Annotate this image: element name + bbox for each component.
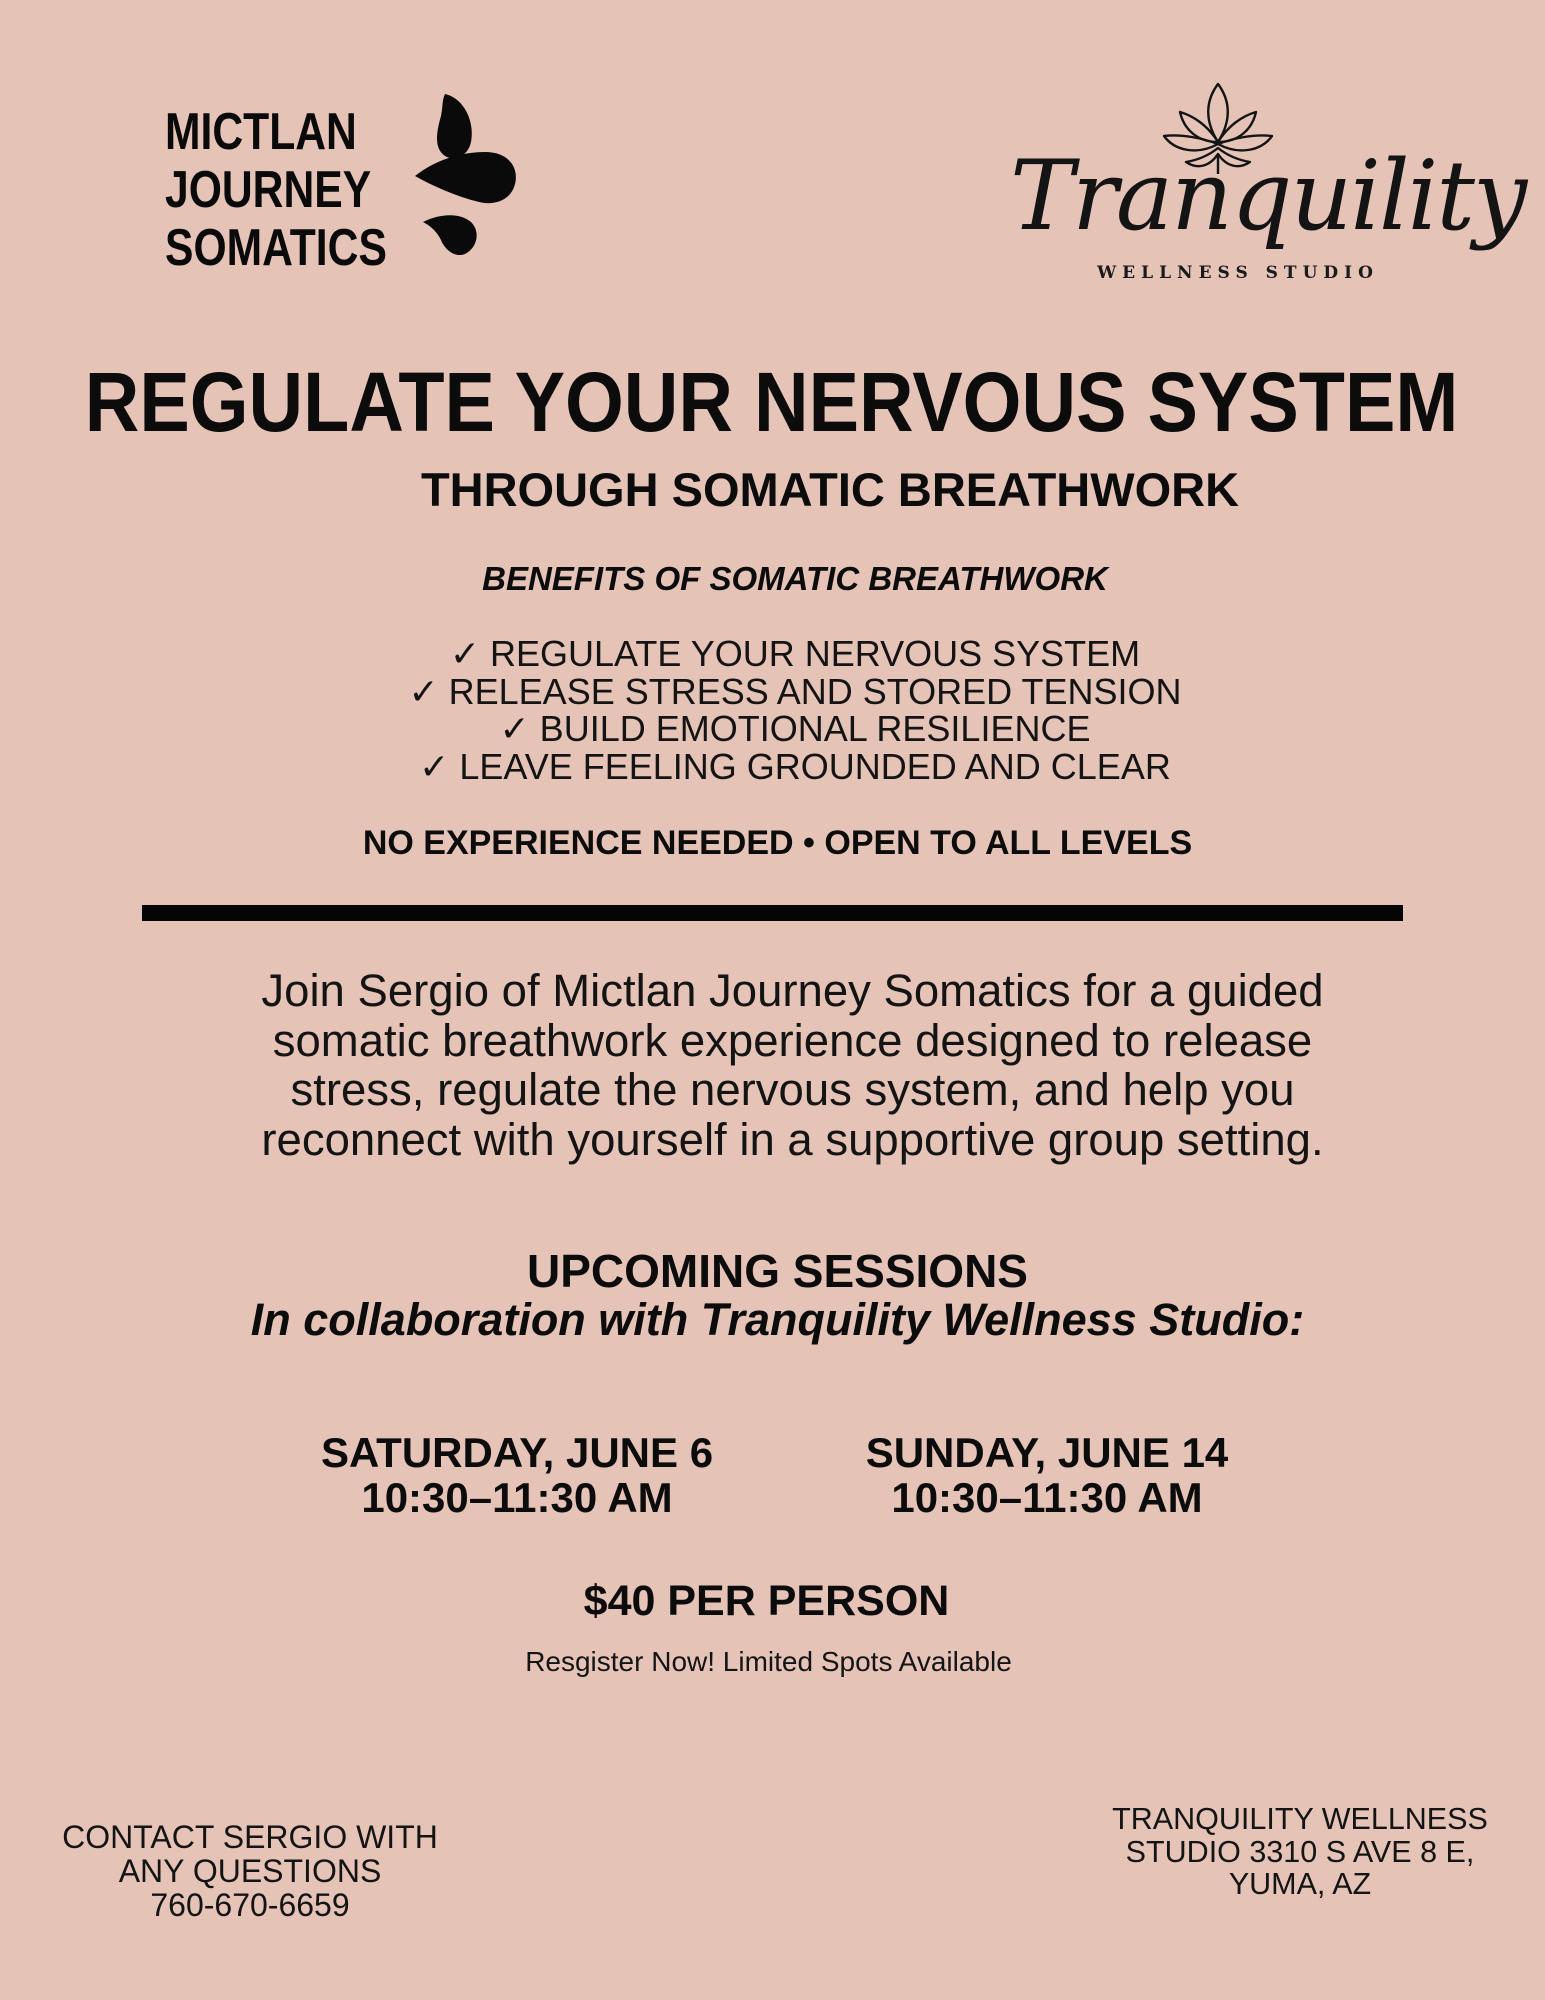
page-subtitle: THROUGH SOMATIC BREATHWORK [420, 463, 1240, 516]
tranquility-subtitle: WELLNESS STUDIO [1097, 263, 1379, 283]
description-line: Join Sergio of Mictlan Journey Somatics for a guided [261, 965, 1324, 1016]
register-note: Resgister Now! Limited Spots Available [525, 1646, 1012, 1677]
sessions-heading: UPCOMING SESSIONS [527, 1245, 1028, 1297]
description-line: reconnect with yourself in a supportive group setting. [261, 1113, 1324, 1165]
address-line: TRANQUILITY WELLNESS [1112, 1802, 1488, 1836]
session-day: SUNDAY, JUNE 14 [865, 1429, 1229, 1476]
divider [142, 905, 1403, 921]
levels-note: NO EXPERIENCE NEEDED • OPEN TO ALL LEVELS [362, 824, 1193, 862]
mictlan-journey-somatics-logo [165, 96, 545, 286]
benefit-item: ✓ RELEASE STRESS AND STORED TENSION [408, 670, 1182, 712]
description-line: stress, regulate the nervous system, and help you [290, 1064, 1295, 1115]
studio-address [1090, 1803, 1510, 1901]
benefit-item: ✓ BUILD EMOTIONAL RESILIENCE [499, 708, 1091, 749]
contact-info [40, 1820, 460, 1922]
tranquility-script-wordmark: Tranquility [1010, 140, 1526, 252]
address-line: STUDIO 3310 S AVE 8 E, [1125, 1834, 1475, 1869]
contact-line: ANY QUESTIONS [118, 1853, 382, 1889]
session-time: 10:30–11:30 AM [891, 1474, 1203, 1521]
contact-line: CONTACT SERGIO WITH [62, 1819, 438, 1855]
session-time: 10:30–11:30 AM [361, 1474, 673, 1521]
contact-phone: 760-670-6659 [150, 1887, 350, 1923]
benefits-list [0, 635, 1545, 785]
description [180, 966, 1405, 1164]
session-day: SATURDAY, JUNE 6 [320, 1429, 714, 1476]
tranquility-wellness-studio-logo [1010, 78, 1526, 288]
price: $40 PER PERSON [583, 1577, 950, 1625]
mictlan-logo-line: MICTLAN [165, 103, 357, 161]
benefits-heading: BENEFITS OF SOMATIC BREATHWORK [482, 560, 1108, 597]
session-card [817, 1430, 1277, 1520]
session-card [287, 1430, 747, 1520]
page-title: REGULATE YOUR NERVOUS SYSTEM [84, 355, 1459, 449]
benefit-item: ✓ LEAVE FEELING GROUNDED AND CLEAR [419, 745, 1171, 787]
address-line: YUMA, AZ [1228, 1867, 1372, 1901]
description-line: somatic breathwork experience designed to release [272, 1014, 1313, 1066]
mictlan-logo-line: SOMATICS [165, 219, 387, 277]
sessions-collaboration-note: In collaboration with Tranquility Wellness Studio: [250, 1294, 1305, 1345]
mictlan-logo-line: JOURNEY [165, 161, 372, 219]
three-drops-icon [415, 90, 535, 260]
benefit-item: ✓ REGULATE YOUR NERVOUS SYSTEM [449, 633, 1141, 674]
